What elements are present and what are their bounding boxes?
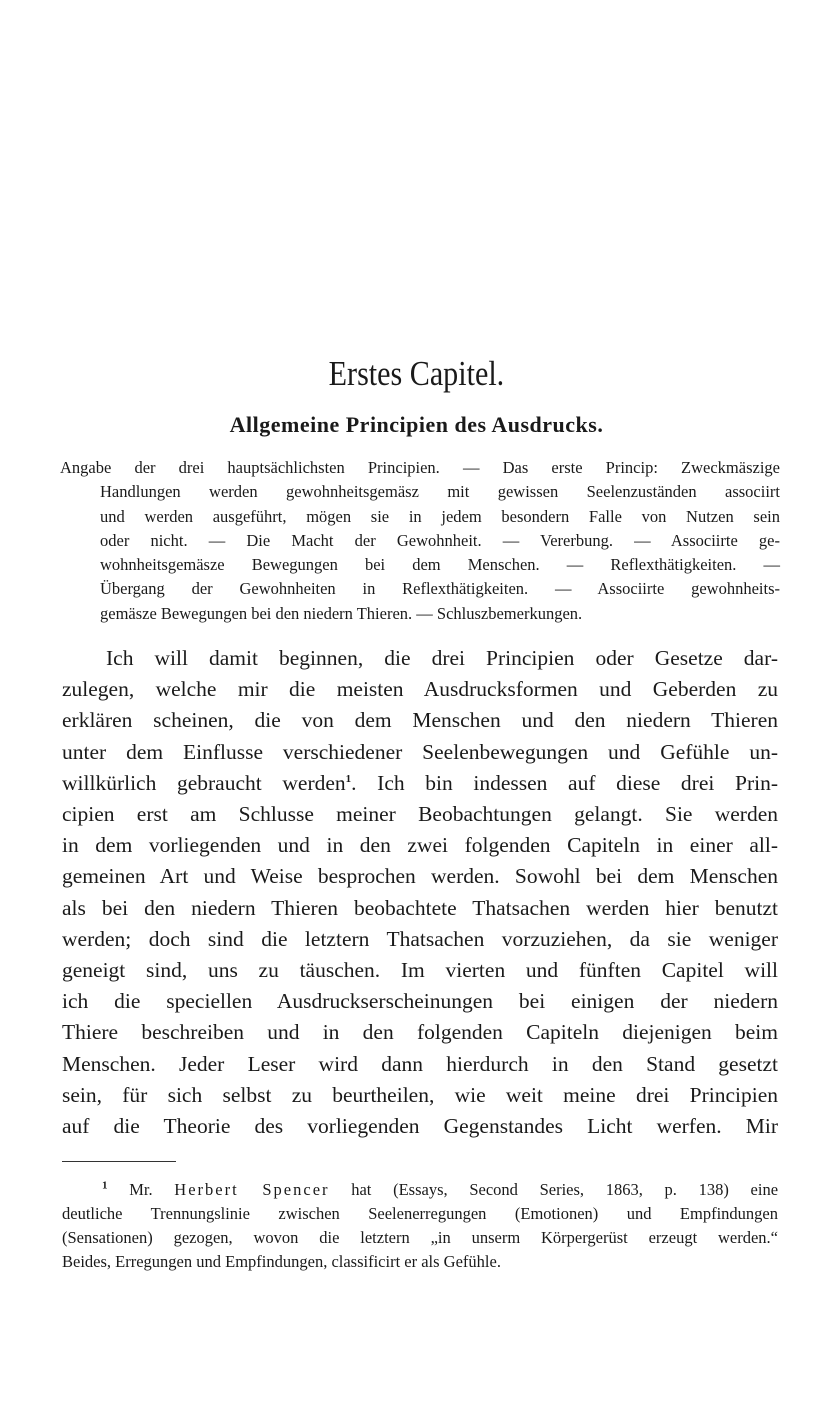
summary-line: gemäsze Bewegungen bei den niedern Thieren. — Schluszbemerkungen. — [100, 603, 583, 623]
body-line: zulegen, welche mir die meisten Ausdrucksformen und Geberden zu — [62, 677, 778, 702]
footnote-line: deutliche Trennungslinie zwischen Seelenerregungen (Emotionen) und Empfindungen — [62, 1204, 778, 1223]
footnote-line: Beides, Erregungen und Empfindungen, classificirt er als Gefühle. — [62, 1252, 501, 1271]
body-line-with-footnote-ref — [62, 768, 778, 799]
body-line: Thiere beschreiben und in den folgenden Capiteln diejenigen beim — [62, 1020, 778, 1045]
summary-line: oder nicht. — Die Macht der Gewohnheit. — Vererbung. — Associirte ge- — [100, 530, 780, 550]
body-line: erklären scheinen, die von dem Menschen und den niedern Thieren — [62, 708, 778, 733]
body-line: Menschen. Jeder Leser wird dann hierdurch in den Stand gesetzt — [62, 1051, 778, 1076]
body-line: ich die speciellen Ausdruckserscheinungen bei einigen der niedern — [62, 989, 778, 1014]
footnote-line: (Sensationen) gezogen, wovon die letztern „in unserm Körpergerüst erzeugt werden.“ — [62, 1228, 778, 1247]
body-text — [62, 643, 778, 1142]
body-line: als bei den niedern Thieren beobachtete Thatsachen werden hier benutzt — [62, 895, 778, 920]
summary-line: wohnheitsgemäsze Bewegungen bei dem Menschen. — Reflexthätigkeiten. — — [100, 555, 780, 575]
footnote-marker: 1 — [102, 1179, 108, 1192]
body-line: gemeinen Art und Weise besprochen werden. Sowohl bei dem Menschen — [62, 864, 778, 889]
chapter-summary — [60, 456, 780, 626]
summary-line: Angabe der drei hauptsächlichsten Principien. — Das erste Princip: Zweckmäszige — [60, 458, 780, 477]
footnote-author: Herbert Spencer — [174, 1180, 330, 1199]
footnote-line-rest: hat (Essays, Second Series, 1863, p. 138) eine — [351, 1180, 779, 1199]
body-line: geneigt sind, uns zu täuschen. Im vierten und fünften Capitel will — [62, 958, 778, 983]
summary-line: und werden ausgeführt, mögen sie in jedem besondern Falle von Nutzen sein — [100, 506, 780, 526]
body-line: werden; doch sind die letztern Thatsachen vorzuziehen, da sie weniger — [62, 926, 778, 951]
summary-line: Übergang der Gewohnheiten in Reflexthätigkeiten. — Associirte gewohnheits- — [100, 579, 780, 599]
chapter-title: Erstes Capitel. — [328, 354, 505, 393]
chapter-subtitle: Allgemeine Principien des Ausdrucks. — [229, 412, 604, 437]
body-line: in dem vorliegenden und in den zwei folgenden Capiteln in einer all- — [62, 833, 778, 858]
footnote-prefix: Mr. — [129, 1180, 153, 1199]
footnote-line — [62, 1178, 778, 1202]
body-line: Ich will damit beginnen, die drei Principien oder Gesetze dar- — [106, 646, 778, 670]
footnote-divider — [62, 1161, 176, 1162]
body-line: sein, für sich selbst zu beurtheilen, wie weit meine drei Principien — [62, 1082, 778, 1107]
body-line-start: willkürlich gebraucht werden — [62, 770, 346, 795]
body-line: auf die Theorie des vorliegenden Gegenstandes Licht werfen. Mir — [62, 1114, 778, 1139]
footnote-reference: 1 — [345, 772, 352, 785]
body-line-end: . Ich bin indessen auf diese drei Prin- — [351, 770, 778, 795]
footnote — [62, 1178, 778, 1274]
body-line: cipien erst am Schlusse meiner Beobachtungen gelangt. Sie werden — [62, 802, 778, 827]
body-line: unter dem Einflusse verschiedener Seelenbewegungen und Gefühle un- — [62, 739, 778, 764]
summary-line: Handlungen werden gewohnheitsgemäsz mit gewissen Seelenzuständen associirt — [100, 482, 780, 502]
